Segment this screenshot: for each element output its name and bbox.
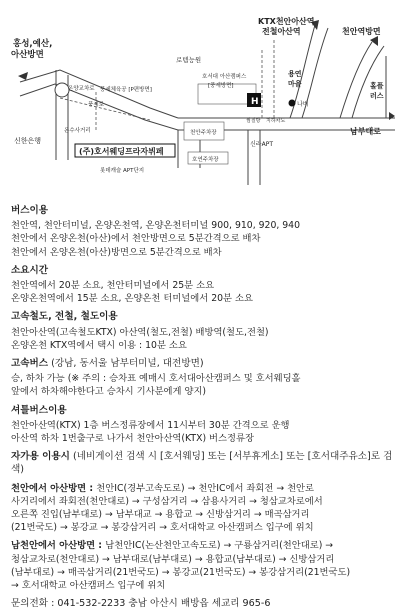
- section-line: 천안에서 온양온천(아산)에서 천안방면으로 5분간격으로 배차: [11, 233, 261, 245]
- section-line: 천안에서 온양온천(아산)방면으로 5분간격으로 배차: [11, 246, 222, 258]
- section-title-text: 고속버스: [11, 358, 49, 370]
- route-text: (21번국도) → 봉강교 → 봉강삼거리 → 호서대학교 아산캠퍼스 입구에 위치: [11, 522, 314, 534]
- direction-arrows: [18, 20, 395, 120]
- location-map: [0, 0, 400, 200]
- route-title: 남천안에서 아산방면 :: [11, 540, 106, 552]
- section-3: [11, 357, 395, 399]
- route-text: 남천안IC(논산천안고속도로) → 구룡삼거리(천안대로) →: [105, 540, 334, 552]
- label-fan-belt: 풍세체육공 [P편방면]: [100, 87, 152, 93]
- label-ktx-2: 전철아산역: [262, 27, 301, 36]
- route-line: [11, 566, 395, 579]
- section-0: [11, 204, 395, 259]
- rotary-circle: [55, 83, 69, 97]
- section-title-sub: (강남, 동서울 남부터미널, 대전방면): [48, 358, 204, 370]
- mart-label: 나비: [297, 101, 309, 108]
- route-line: [11, 508, 395, 521]
- directions-info: [11, 204, 395, 610]
- route-1: [11, 539, 395, 592]
- label-onsu-intersection: 온수사거리: [64, 128, 91, 134]
- section-title: [11, 264, 395, 277]
- label-top-left-2: 아산방면: [11, 50, 44, 60]
- route-text: 사거리에서 좌회전(천안대로) → 구성삼거리 → 삼용사거리 → 청삼교차로에서: [11, 495, 323, 507]
- section-line: 온양온천 KTX역에서 택시 이용 : 10분 소요: [11, 339, 187, 351]
- section-line: 천안역에서 20분 소요, 천안터미널에서 25분 소요: [11, 280, 215, 292]
- route-line: [11, 521, 395, 534]
- label-onyang-intersection: 온양교차로: [68, 86, 95, 92]
- route-line: [11, 553, 395, 566]
- label-yongyeon-1: 용연: [288, 70, 302, 78]
- route-text: 청삼교차로(천안대로) → 남부대로(남부대로) → 용합교(남부대로) → 신방삼거리: [11, 553, 335, 565]
- section-line: 천안아산역(고속철도KTX) 아산역(철도,전철) 배방역(철도,전철): [11, 326, 269, 338]
- label-cheonan-parking: 천안주차장: [190, 130, 217, 136]
- section-title: [11, 310, 395, 323]
- section-title: [11, 450, 395, 476]
- section-title-text: 소요시간: [11, 264, 49, 276]
- label-hoseo-campus-2: [풍세방면]: [208, 83, 234, 89]
- route-text: 오른쪽 진입(남부대로) → 남부대교 → 용합교 → 신방삼거리 → 매곡삼거리: [11, 509, 310, 521]
- label-nambu-road: 남부대로: [350, 127, 381, 136]
- label-rotem: 로템능원: [176, 56, 202, 64]
- route-line: [11, 579, 395, 592]
- section-line: 천안역, 천안터미널, 온양온천역, 온양온천터미널 900, 910, 920, 940: [11, 220, 301, 232]
- label-lotte-apt: 롯데캐슬 APT단지: [100, 168, 145, 174]
- hotel-marker-icon-label: H: [251, 97, 259, 107]
- label-yongyeon-2: 마을: [288, 80, 302, 88]
- section-line: 천안아산역(KTX) 1층 버스정류장에서 11시부터 30분 간격으로 운행: [11, 419, 290, 431]
- section-title-text: 자가용 이용시: [11, 451, 70, 463]
- route-line: [11, 482, 395, 495]
- label-hollys-1: 홀플: [370, 82, 384, 90]
- section-title: [11, 357, 395, 370]
- section-title-sub: (네비게이션 검색 시 [호서웨딩] 또는 [서부휴게소] 또는 [호서대주유소]로 검색): [11, 451, 393, 476]
- label-sinhan-bank: 신한은행: [14, 137, 42, 145]
- section-title: [11, 404, 395, 417]
- section-5: [11, 450, 395, 476]
- label-pungse-road: 풍세로: [88, 102, 104, 108]
- section-title-text: 셔틀버스이용: [11, 404, 67, 416]
- section-2: [11, 310, 395, 352]
- mart-icon: [289, 100, 296, 107]
- route-0: [11, 482, 395, 535]
- section-line: 아산역 하차 1번출구로 나가서 천안아산역(KTX) 버스정류장: [11, 433, 254, 445]
- section-4: [11, 404, 395, 446]
- label-top-left-1: 홍성,예산,: [13, 39, 53, 49]
- section-line: 앞에서 하차해야한다고 승차시 기사분에게 양지): [11, 386, 207, 398]
- label-jjimjilbang: 찜질방: [246, 118, 261, 124]
- label-hollys-2: 러스: [370, 92, 384, 100]
- route-text: 천안IC(경부고속도로) → 천안IC에서 좌회전 → 천안로: [96, 482, 315, 494]
- route-text: → 호서대학교 아산캠퍼스 입구에 위치: [11, 580, 166, 592]
- section-title-text: 버스이용: [11, 205, 49, 216]
- section-line: 승, 하차 가능 (※ 주의 : 승차표 예매시 호서대아산캠퍼스 및 호서웨딩홀: [11, 373, 301, 385]
- route-line: [11, 539, 395, 552]
- label-ktx-1: KTX천안아산역: [258, 17, 315, 26]
- section-title: [11, 204, 395, 217]
- label-cheonan-station: 천안역방면: [342, 27, 381, 36]
- label-sinra-apt: 신라APT: [250, 141, 273, 148]
- section-title-text: 고속철도, 전철, 철도이용: [11, 311, 118, 323]
- route-line: [11, 495, 395, 508]
- section-line: 온양온천역에서 15분 소요, 온양온천 터미널에서 20분 소요: [11, 293, 253, 305]
- label-hoseo-campus-1: 호서대 아산캠퍼스: [202, 74, 247, 80]
- route-title: 천안에서 아산방면 :: [11, 482, 97, 494]
- hotel-name-label: (주)호서웨딩프라자뷔페: [79, 147, 164, 156]
- label-jihacha: 지하차도: [266, 118, 286, 124]
- label-hoseo-parking: 호연주차장: [192, 157, 219, 163]
- section-1: [11, 264, 395, 306]
- route-text: (남부대로) → 매곡삼거리(21번국도) → 봉강교(21번국도) → 봉강삼거리(21번국도): [11, 566, 351, 578]
- contact-info: 문의전화 : 041-532-2233 충남 아산시 배방읍 세교리 965-6: [11, 598, 271, 610]
